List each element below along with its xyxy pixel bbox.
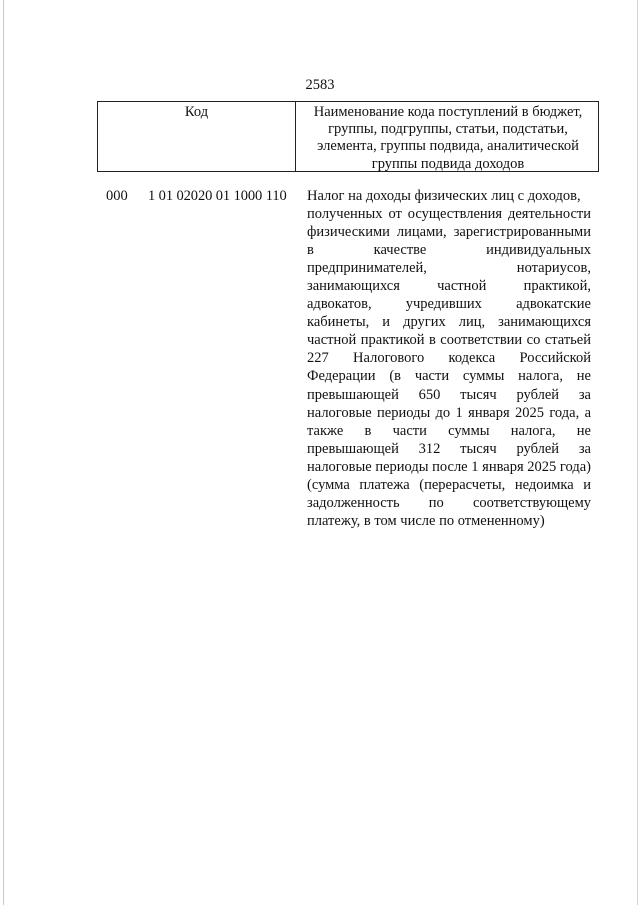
description-line: 227 Налогового кодекса Российской [307,350,591,367]
budget-code-cell: 1 01 02020 01 1000 110 [148,188,287,204]
description-line: частной практикой в соответствии со статьей [307,332,591,349]
description-line: платежу, в том числе по отмененному) [307,512,545,529]
description-line: превышающей 312 тысяч рублей за [307,440,591,457]
description-line: адвокатов, учредивших адвокатские [307,296,591,313]
description-cell [307,187,591,530]
description-line: налоговые периоды после 1 января 2025 года) [307,458,591,475]
column-header-name-line: группы подвида доходов [371,155,525,172]
column-header-name [296,102,599,171]
page-edge-right [637,0,638,905]
description-line: в качестве индивидуальных [307,242,591,259]
description-line: также в части суммы налога, не [307,422,591,439]
column-header-name-line: группы, подгруппы, статьи, подстатьи, [328,121,568,138]
description-line: полученных от осуществления деятельности [307,206,591,223]
description-line: физическими лицами, зарегистрированными [307,224,591,241]
column-header-code: Код [97,102,296,171]
description-line: задолженность по соответствующему [307,494,591,511]
admin-code-cell: 000 [106,188,128,204]
description-line: налоговые периоды до 1 января 2025 года, а [307,404,591,421]
description-line: превышающей 650 тысяч рублей за [307,386,591,403]
description-line: (сумма платежа (перерасчеты, недоимка и [307,476,591,493]
column-header-name-line: элемента, группы подвида, аналитической [317,138,579,155]
description-line: занимающихся частной практикой, [307,278,591,295]
description-line: предпринимателей, нотариусов, [307,260,591,277]
description-line: кабинеты, и других лиц, занимающихся [307,314,591,331]
description-line: Федерации (в части суммы налога, не [307,368,591,385]
table-header [97,101,599,172]
page-edge-left [3,0,4,905]
column-header-name-line: Наименование кода поступлений в бюджет, [313,104,583,120]
page-number: 2583 [305,77,335,93]
description-line: Налог на доходы физических лиц с доходов, [307,188,581,204]
